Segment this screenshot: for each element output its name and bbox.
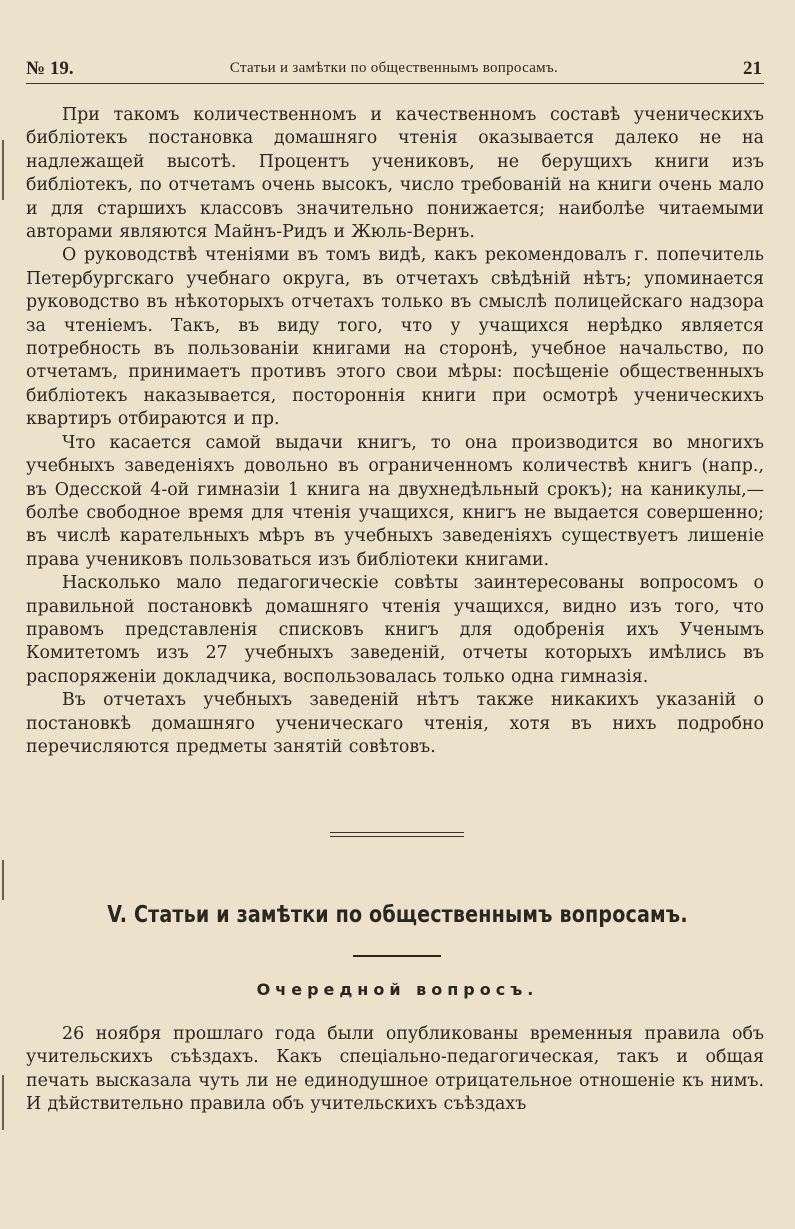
section-body <box>26 1023 764 1117</box>
section-title: V. Статьи и замѣтки по общественнымъ вопросамъ. <box>107 902 688 928</box>
paragraph: При такомъ количественномъ и качественномъ составѣ ученическихъ библіотекъ постановка домашняго чтенія оказывается далеко не на надлежащей высотѣ. Процентъ учениковъ, не берущихъ книги изъ библіотекъ, по отчетамъ очень высокъ, число требованій на книги очень мало и для старшихъ классовъ значительно понижается; наиболѣе читаемыми авторами являются Майнъ-Ридъ и Жюль-Вернъ. <box>26 105 764 243</box>
running-title: Статьи и замѣтки по общественнымъ вопросамъ. <box>229 60 559 76</box>
margin-mark <box>2 140 4 200</box>
header-rule <box>26 83 764 84</box>
margin-mark <box>2 1075 4 1130</box>
paragraph: О руководствѣ чтеніями въ томъ видѣ, какъ рекомендовалъ г. попечитель Петербургскаго учебнаго округа, въ отчетахъ свѣдѣній нѣтъ; упоминается руководство въ нѣкоторыхъ отчетахъ только въ смыслѣ полицейскаго надзора за чтеніемъ. Такъ, въ виду того, что у учащихся нерѣдко является потребность въ пользованіи книгами на сторонѣ, учебное начальство, по отчетамъ, принимаетъ противъ этого свои мѣры: посѣщеніе общественныхъ библіотекъ наказывается, постороннія книги при осмотрѣ ученическихъ квартиръ отбираются и пр. <box>26 245 764 430</box>
article-subtitle: Очередной вопросъ. <box>256 980 539 999</box>
page-folio: 21 <box>743 58 762 79</box>
paragraph: 26 ноября прошлаго года были опубликованы временныя правила объ учительскихъ съѣздахъ. Какъ спеціально-педагогическая, такъ и общая печать высказала чуть ли не единодушное отрицательное отношеніе къ нимъ. И дѣйствительно правила объ учительскихъ съѣздахъ <box>26 1024 764 1115</box>
section-divider <box>330 832 464 840</box>
issue-number: № 19. <box>26 58 74 79</box>
paragraph: Насколько мало педагогическіе совѣты заинтересованы вопросомъ о правильной постановкѣ домашняго чтенія учащихся, видно изъ того, что правомъ представленія списковъ книгъ для одобренія ихъ Ученымъ Комитетомъ изъ 27 учебныхъ заведеній, отчеты которыхъ имѣлись въ распоряженіи докладчика, воспользовалась только одна гимназія. <box>26 573 764 687</box>
article-body <box>26 104 764 759</box>
margin-mark <box>2 860 4 900</box>
title-underline <box>353 955 441 957</box>
running-header <box>26 58 762 84</box>
paragraph: Что касается самой выдачи книгъ, то она производится во многихъ учебныхъ заведеніяхъ довольно въ ограниченномъ количествѣ книгъ (напр., въ Одесской 4-ой гимназіи 1 книга на двухнедѣльный срокъ); на каникулы,—болѣе свободное время для чтенія учащихся, книгъ не выдается совершенно; въ числѣ карательныхъ мѣръ въ учебныхъ заведеніяхъ существуетъ лишеніе права учениковъ пользоваться изъ библіотеки книгами. <box>26 432 764 570</box>
paragraph: Въ отчетахъ учебныхъ заведеній нѣтъ также никакихъ указаній о постановкѣ домашняго ученическаго чтенія, хотя въ нихъ подробно перечисляются предметы занятій совѣтовъ. <box>26 690 764 757</box>
